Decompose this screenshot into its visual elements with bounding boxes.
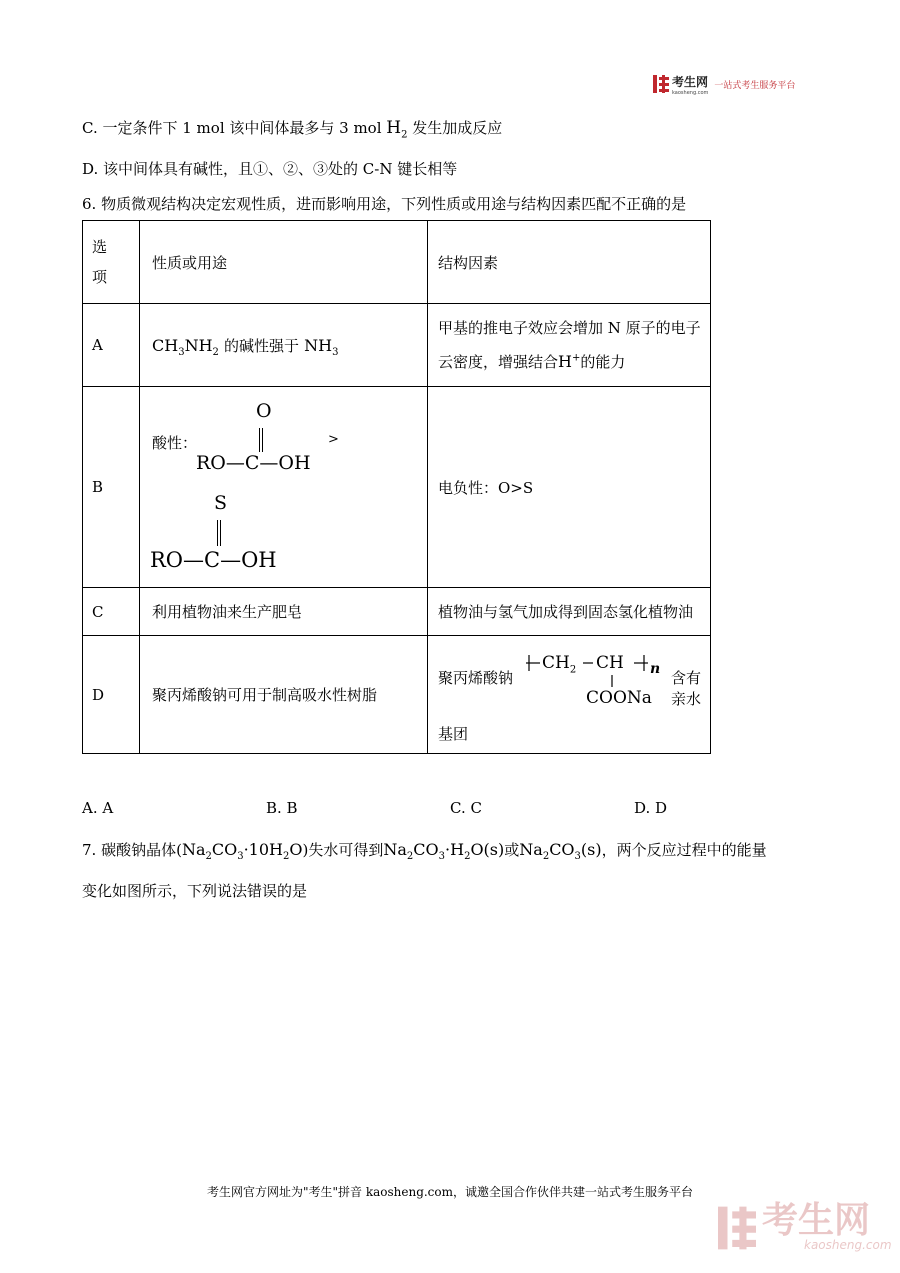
question-7-line1: 7. 碳酸钠晶体$(Na_2CO_3\cdot 10H_2O)$失水可得到$Na_2CO_3\cdot H_2O(s)$或$Na_2CO_3(s)$，两个反应过程中的能量 [82,840,767,863]
table-header-row [83,221,711,304]
header-logo [653,72,795,96]
option-c-line [82,117,503,141]
header-col-factor: 结构因素 [428,221,711,304]
choice-b[interactable]: B. B [266,799,298,817]
table-row-a [83,304,711,387]
row-c-property: 利用植物油来生产肥皂 [140,588,428,636]
table-row-d [83,636,711,754]
header-col-property: 性质或用途 [140,221,428,304]
watermark-domain: kaosheng.com [804,1238,892,1252]
option-d-line: D. 该中间体具有碱性，且①、②、③处的 C-N 键长相等 [82,160,458,178]
choice-c[interactable]: C. C [450,799,482,817]
logo-text: 考生网 [672,75,709,89]
thiocarbonic-structure: S RO—C—OH [150,491,277,572]
watermark-logo-icon [718,1206,756,1250]
logo-domain: kaosheng.com [672,90,709,96]
option-c-prefix: C. 一定条件下 1 mol 该中间体最多与 3 mol [82,119,387,137]
row-c-factor: 植物油与氢气加成得到固态氢化植物油 [428,588,711,636]
row-a-label: A [83,304,140,387]
table-row-b [83,387,711,588]
options-table [82,220,711,754]
greater-than: > [328,431,339,447]
footer-text: 考生网官方网址为"考生"拼音 kaosheng.com，诚邀全国合作伙伴共建一站式考生服务平台 [206,1185,694,1199]
row-d-property: 聚丙烯酸钠可用于制高吸水性树脂 [140,636,428,754]
row-b-property [140,387,428,588]
row-a-property: $CH_3NH_2$ 的碱性强于 $NH_3$ [140,304,428,387]
choice-a[interactable]: A. A [82,799,114,817]
polyacrylate-structure: $CH_2$ CH n COONa [526,651,666,713]
acidity-label: 酸性： [152,433,198,452]
row-c-label: C [83,588,140,636]
row-d-label: D [83,636,140,754]
h2-formula: $H_2$ [386,118,408,141]
row-d-factor: 聚丙烯酸钠 $CH_2$ CH n COONa 含有亲水 基团 [428,636,711,754]
row-b-factor: 电负性：O>S [428,387,711,588]
table-row-c [83,588,711,636]
watermark [718,1200,892,1252]
header-col-option: 选 项 [83,221,140,304]
carbonic-structure: O RO—C—OH [196,399,311,474]
header-slogan: 一站式考生服务平台 [714,80,796,91]
watermark-text: 考生网 [762,1200,871,1241]
row-b-label: B [83,387,140,588]
option-c-suffix: 发生加成反应 [407,119,503,137]
question-6: 6. 物质微观结构决定宏观性质，进而影响用途，下列性质或用途与结构因素匹配不正确的是 [82,195,687,213]
choice-d[interactable]: D. D [634,799,668,817]
question-7-line2: 变化如图所示，下列说法错误的是 [82,882,308,900]
kaosheng-logo-icon [653,75,669,93]
row-a-factor: 甲基的推电子效应会增加 N 原子的电子 云密度，增强结合H+的能力 [428,304,711,387]
